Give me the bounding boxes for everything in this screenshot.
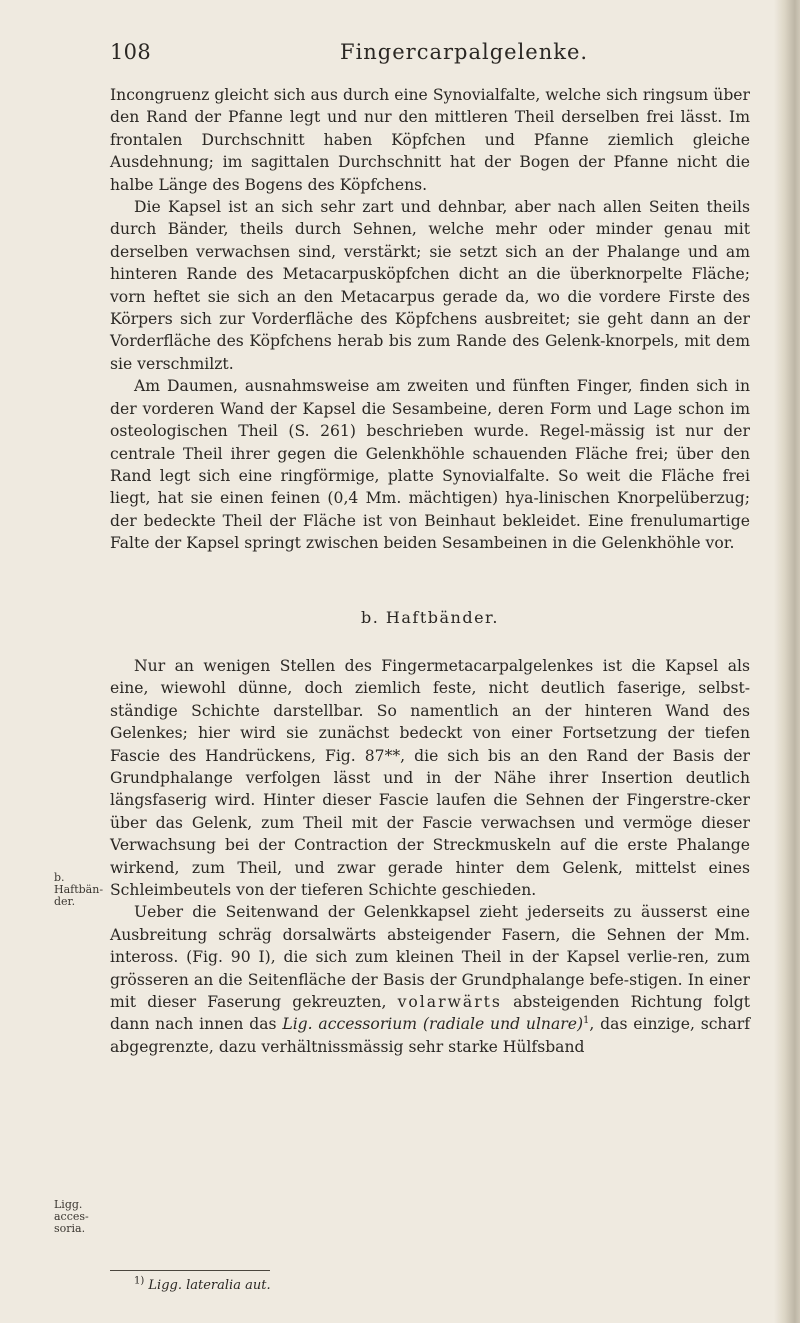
- footnote-rule: [110, 1270, 270, 1271]
- paragraph-5: [110, 901, 750, 1058]
- margin-note-ligg-accessoria: Ligg. acces-soria.: [54, 1198, 89, 1235]
- body-text: [110, 84, 750, 1058]
- paragraph-5-part-a: Ueber die Seitenwand der Gelenkkapsel zieht jederseits zu äusserst eine Ausbreitung schräg dorsalwärts absteigender Fasern, die Sehnen der Mm. inteross. (Fig. 90 I), die sich zum kleinen Theil in der Kapsel verlie-ren, zum grösseren an die Seitenfläche der Basis der Grundphalange befe-stigen. In einer mit dieser Faserung gekreuzten,: [110, 903, 750, 1012]
- paragraph-3: Am Daumen, ausnahmsweise am zweiten und fünften Finger, finden sich in der vorderen Wand der Kapsel die Sesambeine, deren Form und Lage schon im osteologischen Theil (S. 261) beschrieben wurde. Regel-mässig ist nur der centrale Theil ihrer gegen die Gelenkhöhle schauenden Fläche frei; über den Rand legt sich eine ringförmige, platte Synovialfalte. So weit die Fläche frei liegt, hat sie einen feinen (0,4 Mm. mächtigen) hya-linischen Knorpelüberzug; der bedeckte Theil der Fläche ist von Beinhaut bekleidet. Eine frenulumartige Falte der Kapsel springt zwischen beiden Sesambeinen in die Gelenkhöhle vor.: [110, 377, 750, 553]
- running-head: [110, 40, 750, 70]
- footnote-marker: 1): [134, 1275, 145, 1287]
- footnote: [134, 1275, 271, 1293]
- running-title: Fingercarpalgelenke.: [340, 40, 589, 64]
- paragraph-5-part-c: , das einzige, scharf abgegrenzte, dazu verhältnissmässig sehr starke Hülfsband: [110, 1015, 751, 1056]
- section-heading-b: b. Haftbänder.: [360, 607, 500, 627]
- term-lig-accessorium: Lig. accessorium: [282, 1015, 418, 1034]
- page-number: 108: [110, 40, 151, 64]
- footnote-text: Ligg. lateralia aut.: [148, 1278, 271, 1293]
- margin-note-haftbaender: b. Haftbän-der.: [54, 871, 104, 908]
- term-radiale-ulnare: (radiale und ulnare): [422, 1015, 584, 1034]
- footnote-ref: 1: [583, 1015, 590, 1027]
- paragraph-1: Incongruenz gleicht sich aus durch eine Synovialfalte, welche sich ringsum über den Rand der Pfanne legt und nur den mittleren Theil derselben frei lässt. Im frontalen Durchschnitt haben Köpfchen und Pfanne ziemlich gleiche Ausdehnung; im sagittalen Durchschnitt hat der Bogen der Pfanne nicht die halbe Länge des Bogens des Köpfchens.: [110, 86, 750, 194]
- paragraph-2: Die Kapsel ist an sich sehr zart und dehnbar, aber nach allen Seiten theils durch Bänder, theils durch Sehnen, welche mehr oder minder genau mit derselben verwachsen sind, verstärkt; sie setzt sich an der Phalange und am hinteren Rande des Metacarpusköpfchen dicht an die überknorpelte Fläche; vorn heftet sie sich an den Metacarpus gerade da, wo die vordere Firste des Körpers sich zur Vorderfläche des Köpfchens ausbreitet; sie geht dann an der Vorderfläche des Köpfchens herab bis zum Rande des Gelenk-knorpels, mit dem sie verschmilzt.: [110, 198, 750, 373]
- paragraph-5-part-b: absteigenden Richtung folgt dann nach innen das: [110, 993, 751, 1034]
- page-edge-shadow: [774, 0, 800, 1323]
- paragraph-4: Nur an wenigen Stellen des Fingermetacarpalgelenkes ist die Kapsel als eine, wiewohl dünne, doch ziemlich feste, nicht deutlich faserige, selbst-ständige Schichte darstellbar. So namentlich an der hinteren Wand des Gelenkes; hier wird sie zunächst bedeckt von einer Fortsetzung der tiefen Fascie des Handrückens, Fig. 87**, die sich bis an den Rand der Basis der Grundphalange verfolgen lässt und in der Nähe ihrer Insertion deutlich längsfaserig wird. Hinter dieser Fascie laufen die Sehnen der Fingerstre-cker über das Gelenk, zum Theil mit der Fascie verwachsen und vermöge dieser Verwachsung bei der Contraction der Streckmuskeln auf die erste Phalange wirkend, zum Theil, und zwar gerade hinter dem Gelenk, mittelst eines Schleimbeutels von der tieferen Schichte geschieden.: [110, 656, 750, 899]
- spaced-word-volarwaerts: volarwärts: [397, 993, 502, 1012]
